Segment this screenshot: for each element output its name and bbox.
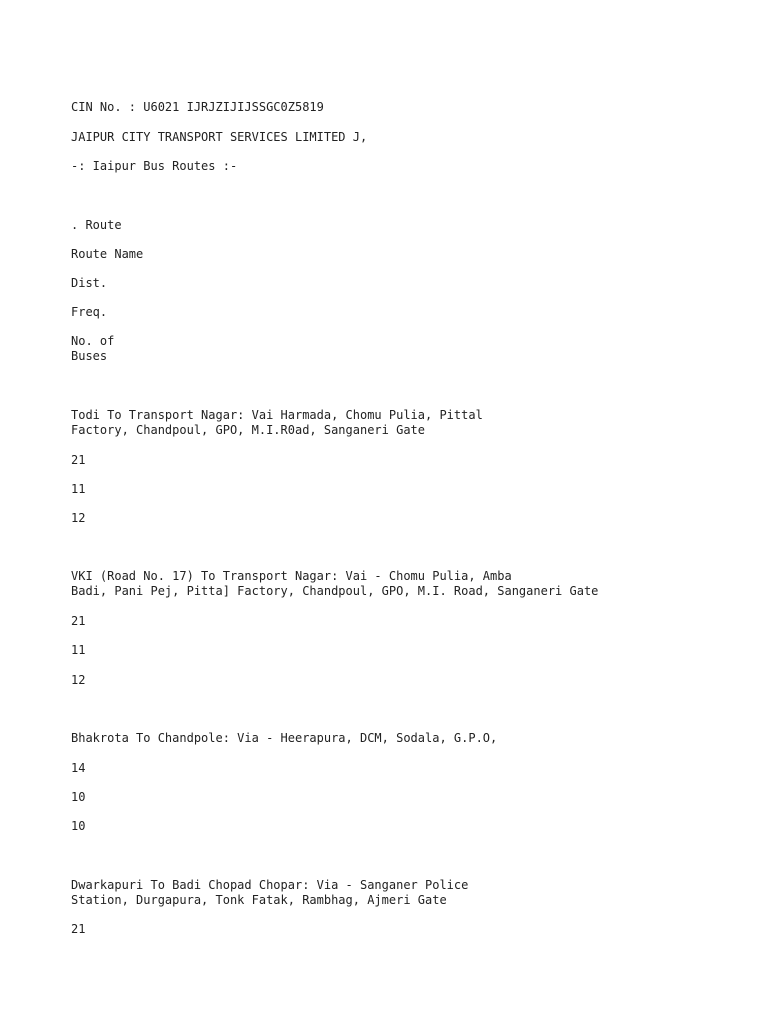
- route-name: Station, Durgapura, Tonk Fatak, Rambhag, Ajmeri Gate: [71, 893, 447, 907]
- column-header-route-name: Route Name: [71, 247, 144, 261]
- route-buses: 10: [71, 819, 86, 833]
- column-header-buses: Buses: [71, 349, 108, 363]
- column-header-route: . Route: [71, 218, 122, 232]
- route-name: Badi, Pani Pej, Pitta] Factory, Chandpoul, GPO, M.I. Road, Sanganeri Gate: [71, 584, 599, 598]
- route-name: Dwarkapuri To Badi Chopad Chopar: Via - Sanganer Police: [71, 878, 469, 892]
- route-name: Bhakrota To Chandpole: Via - Heerapura, DCM, Sodala, G.P.O,: [71, 731, 498, 745]
- route-frequency: 11: [71, 643, 86, 657]
- route-frequency: 10: [71, 790, 86, 804]
- route-frequency: 11: [71, 482, 86, 496]
- column-header-freq: Freq.: [71, 305, 108, 319]
- column-header-dist: Dist.: [71, 276, 108, 290]
- route-distance: 21: [71, 614, 86, 628]
- route-distance: 21: [71, 453, 86, 467]
- route-distance: 21: [71, 922, 86, 936]
- cin-number: CIN No. : U6021 IJRJZIJIJSSGC0Z5819: [71, 100, 324, 114]
- column-header-buses: No. of: [71, 334, 115, 348]
- route-name: Todi To Transport Nagar: Vai Harmada, Chomu Pulia, Pittal: [71, 408, 483, 422]
- document-title: -: Iaipur Bus Routes :-: [71, 159, 238, 173]
- route-name: Factory, Chandpoul, GPO, M.I.R0ad, Sanganeri Gate: [71, 423, 426, 437]
- route-distance: 14: [71, 761, 86, 775]
- route-buses: 12: [71, 673, 86, 687]
- company-name: JAIPUR CITY TRANSPORT SERVICES LIMITED J,: [71, 130, 368, 144]
- route-buses: 12: [71, 511, 86, 525]
- route-name: VKI (Road No. 17) To Transport Nagar: Vai - Chomu Pulia, Amba: [71, 569, 512, 583]
